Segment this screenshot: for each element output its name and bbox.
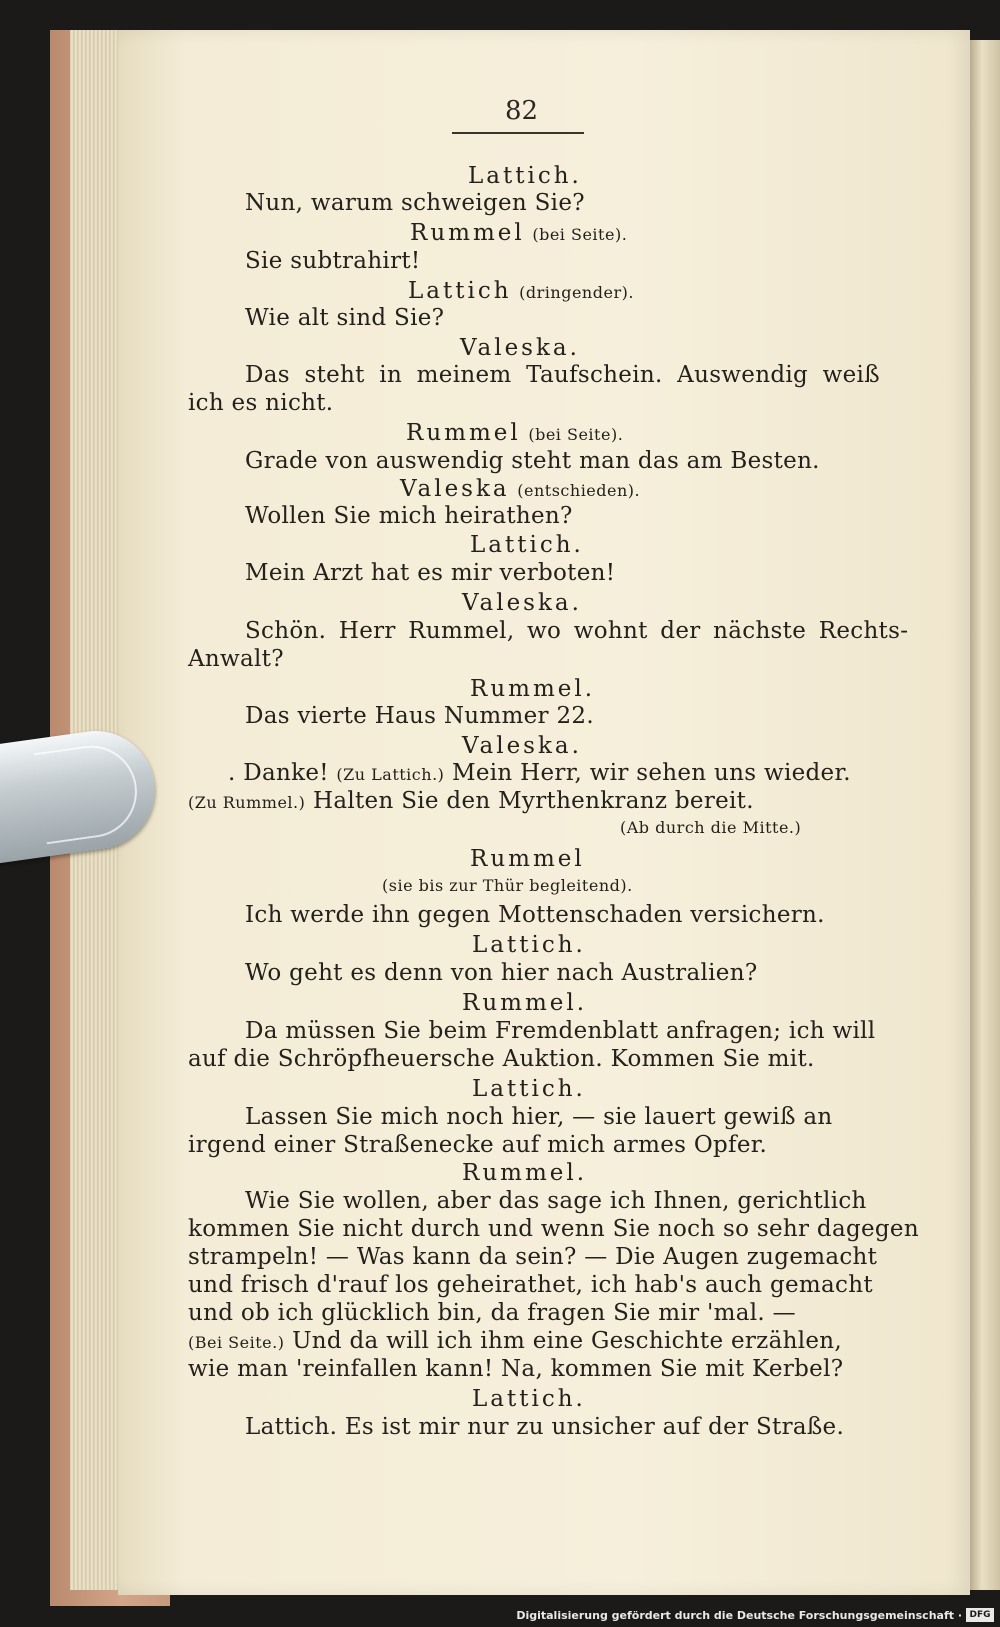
dialogue-line: Sie subtrahirt! [245, 248, 421, 274]
dialogue-line: Wie Sie wollen, aber das sage ich Ihnen, gerichtlich [245, 1188, 867, 1214]
dialogue-line: irgend einer Straßenecke auf mich armes Opfer. [188, 1132, 768, 1158]
stage-direction: (Bei Seite.) [188, 1333, 285, 1352]
dialogue-text: Mein Herr, wir sehen uns wieder. [452, 760, 851, 786]
speaker-valeska: Valeska. [462, 590, 582, 616]
speaker-valeska [400, 476, 640, 502]
speaker-rummel: Rummel. [470, 676, 596, 702]
dialogue-line: Wollen Sie mich heirathen? [245, 503, 573, 529]
speaker-lattich: Lattich. [470, 532, 584, 558]
dialogue-line: Lattich. Es ist mir nur zu unsicher auf der Straße. [245, 1414, 845, 1440]
dialogue-line: strampeln! — Was kann da sein? — Die Augen zugemacht [188, 1244, 878, 1270]
dialogue-line: Ich werde ihn gegen Mottenschaden versichern. [245, 902, 825, 928]
stage-direction: (dringender). [519, 283, 634, 302]
speaker-name: Valeska [400, 476, 510, 502]
speaker-name: Rummel [410, 220, 525, 246]
dialogue-line: auf die Schröpfheuersche Auktion. Kommen Sie mit. [188, 1046, 815, 1072]
stage-direction: (Zu Lattich.) [336, 765, 445, 784]
dialogue-text: . Danke! [228, 760, 329, 786]
dialogue-line: kommen Sie nicht durch und wenn Sie noch so sehr dagegen [188, 1216, 919, 1242]
stage-direction: (Ab durch die Mitte.) [620, 818, 802, 837]
speaker-rummel [410, 220, 627, 246]
dialogue-line: wie man 'reinfallen kann! Na, kommen Sie mit Kerbel? [188, 1356, 844, 1382]
dialogue-line [188, 788, 754, 814]
dialogue-line: und ob ich glücklich bin, da fragen Sie mir 'mal. — [188, 1300, 796, 1326]
stage-direction: (bei Seite). [532, 225, 628, 244]
stage-direction: (Zu Rummel.) [188, 793, 306, 812]
speaker-name: Rummel [406, 420, 521, 446]
dialogue-line [228, 760, 851, 786]
dialogue-line: Grade von auswendig steht man das am Besten. [245, 448, 820, 474]
dialogue-text: Halten Sie den Myrthenkranz bereit. [312, 788, 754, 814]
page-number: 82 [505, 96, 539, 126]
dialogue-line [188, 1328, 842, 1354]
speaker-rummel: Rummel. [462, 1160, 588, 1186]
speaker-name: Lattich [408, 278, 512, 304]
speaker-lattich: Lattich. [472, 1386, 586, 1412]
dialogue-line: Das steht in meinem Taufschein. Auswendig weiß [245, 362, 880, 388]
speaker-lattich: Lattich. [468, 163, 582, 189]
speaker-rummel: Rummel. [462, 990, 588, 1016]
speaker-valeska: Valeska. [462, 733, 582, 759]
stage-direction: (bei Seite). [528, 425, 624, 444]
dfg-logo: DFG [966, 1608, 994, 1622]
facing-page-edge [970, 40, 1000, 1590]
speaker-rummel: Rummel [470, 846, 585, 872]
speaker-lattich: Lattich. [472, 932, 586, 958]
speaker-valeska: Valeska. [460, 335, 580, 361]
dialogue-line: ich es nicht. [188, 390, 334, 416]
stage-direction: (entschieden). [517, 481, 641, 500]
dialogue-line: Wie alt sind Sie? [245, 305, 445, 331]
dialogue-line: Da müssen Sie beim Fremdenblatt anfragen; ich will [245, 1018, 876, 1044]
dialogue-line: Mein Arzt hat es mir verboten! [245, 560, 616, 586]
speaker-lattich [408, 278, 634, 304]
dialogue-line: Das vierte Haus Nummer 22. [245, 703, 594, 729]
speaker-rummel [406, 420, 623, 446]
dialogue-line: Schön. Herr Rummel, wo wohnt der nächste Rechts- [245, 618, 909, 644]
dialogue-line: Anwalt? [188, 646, 284, 672]
speaker-lattich: Lattich. [472, 1076, 586, 1102]
dialogue-line: Wo geht es denn von hier nach Australien? [245, 960, 758, 986]
stage-direction: (sie bis zur Thür begleitend). [382, 876, 633, 895]
dialogue-text: Und da will ich ihm eine Geschichte erzählen, [292, 1328, 843, 1354]
dialogue-line: Nun, warum schweigen Sie? [245, 190, 585, 216]
footer-credit: Digitalisierung gefördert durch die Deutsche Forschungsgemeinschaft · [516, 1609, 962, 1622]
dialogue-line: und frisch d'rauf los geheirathet, ich hab's auch gemacht [188, 1272, 873, 1298]
dialogue-line: Lassen Sie mich noch hier, — sie lauert gewiß an [245, 1104, 833, 1130]
page-number-rule [452, 132, 584, 134]
